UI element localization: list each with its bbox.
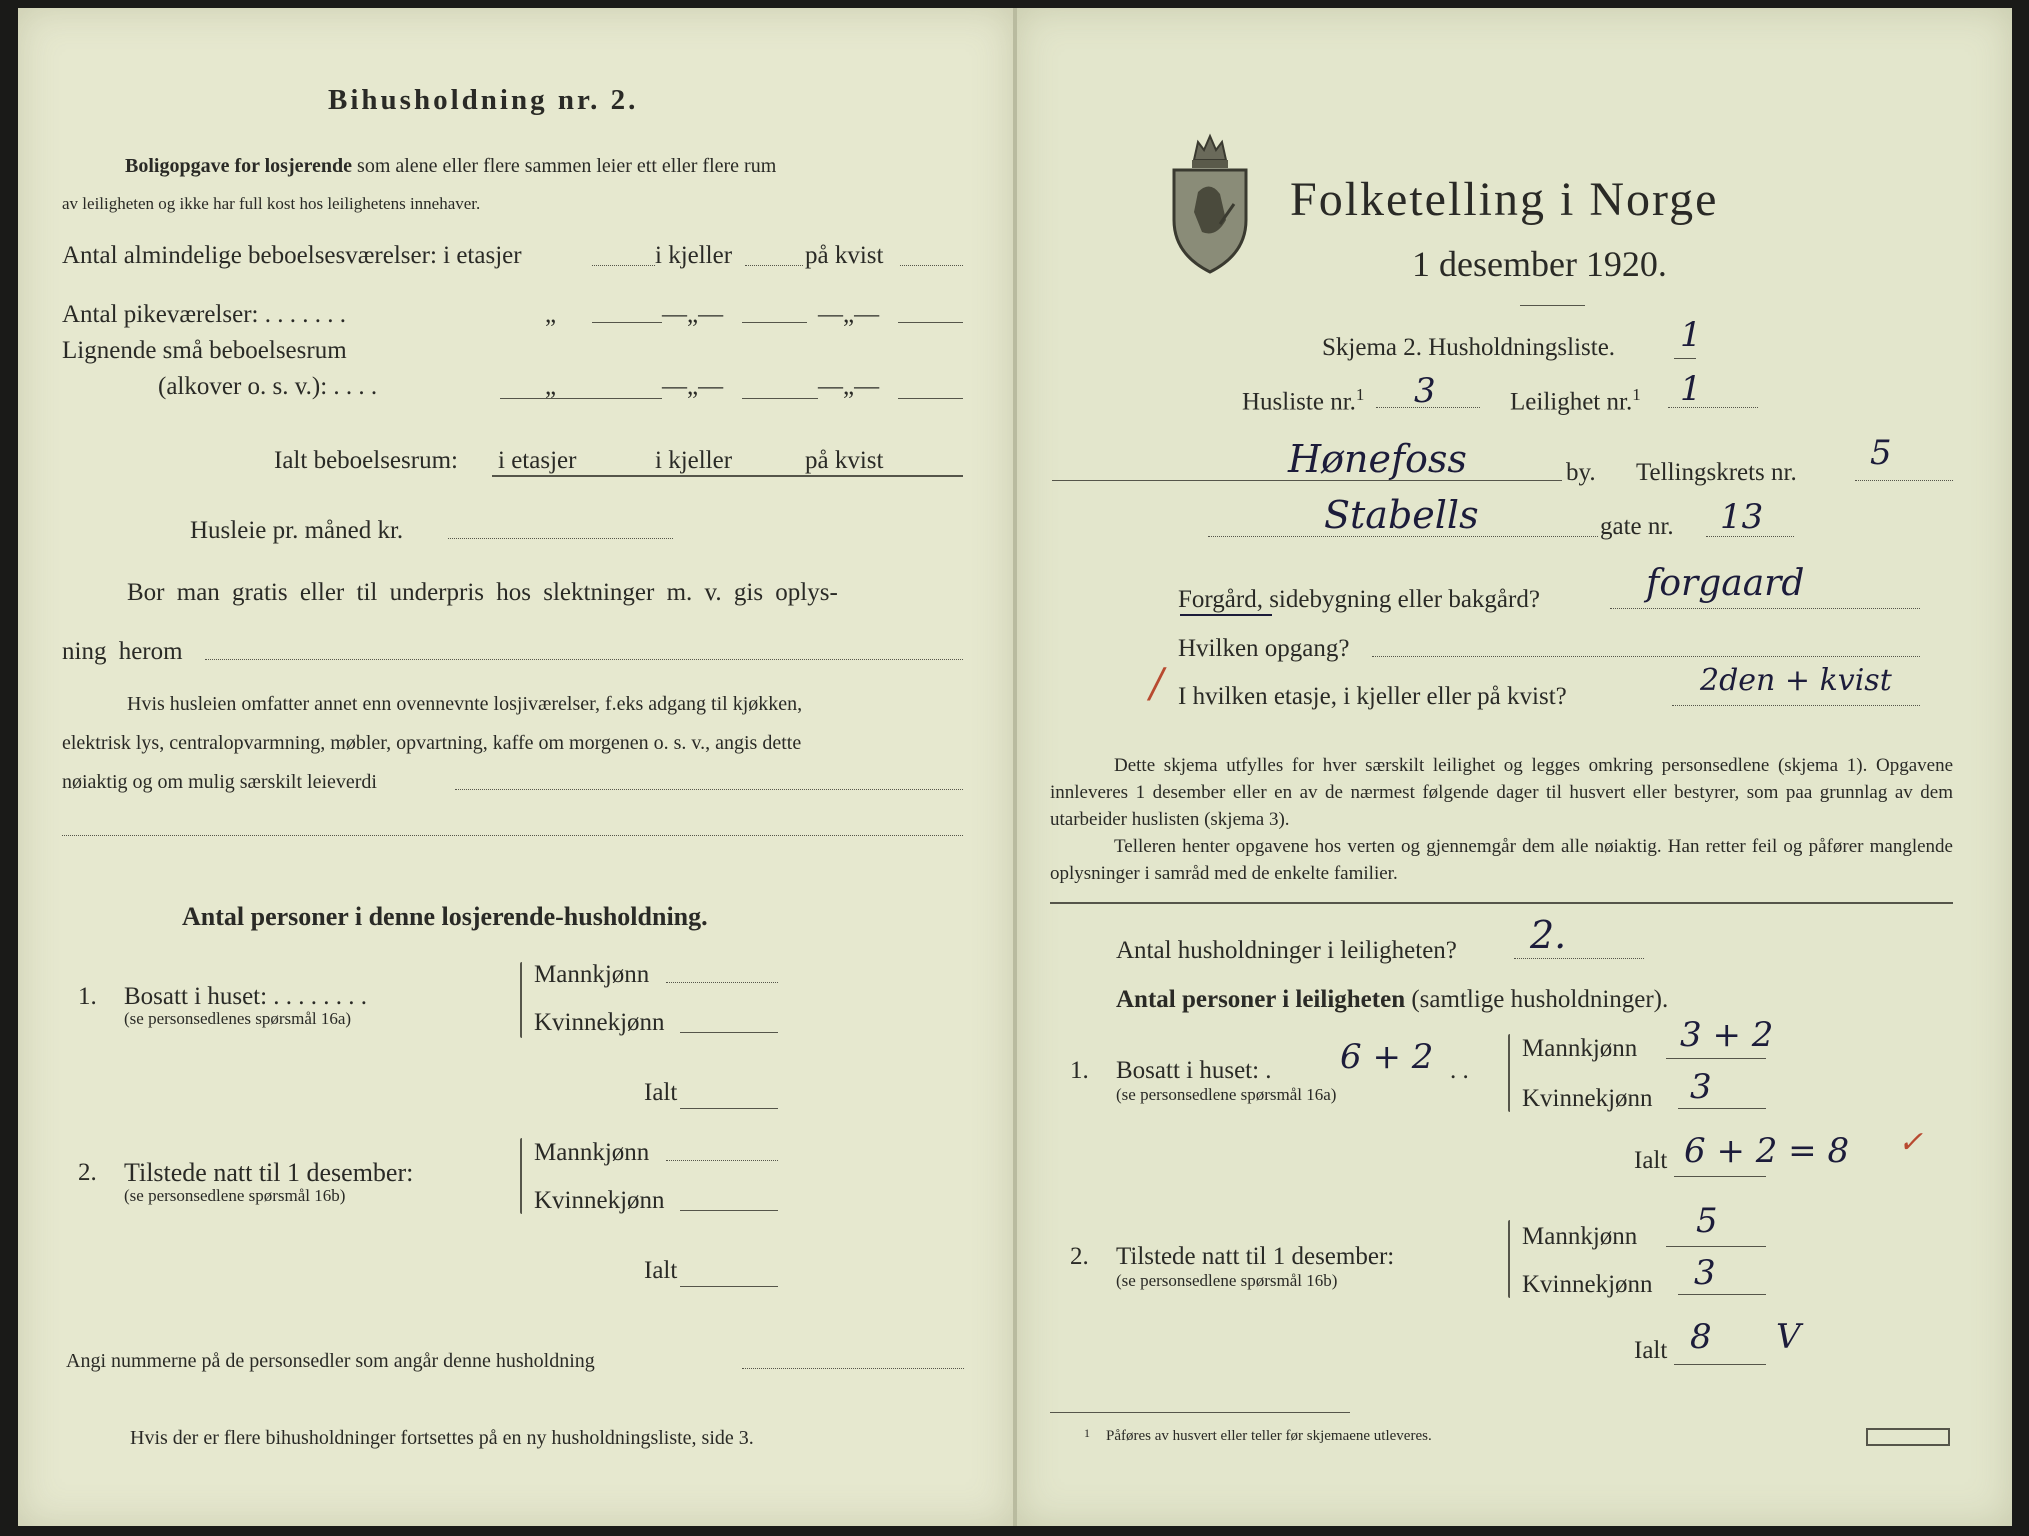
left-q2-kvinne-field[interactable]	[680, 1210, 778, 1211]
left-q2-kvinne-label: Kvinnekjønn	[534, 1187, 665, 1214]
alkover-label: (alkover o. s. v.): . . . .	[158, 373, 378, 400]
right-q1-brace	[1508, 1034, 1510, 1112]
gate-label: gate nr.	[1600, 513, 1674, 540]
left-q2-ialt-field[interactable]	[680, 1286, 778, 1287]
left-title: Bihusholdning nr. 2.	[328, 84, 639, 116]
right-q1-dots: . .	[1450, 1057, 1469, 1084]
right-q2-kvinne-value: 3	[1694, 1253, 1716, 1293]
pike-ditto: „	[545, 301, 557, 328]
instructions-p2: Telleren henter opgavene hos verten og gjennemgår dem alle nøiaktig. Han retter feil og påfører manglende oplysninger i samråd med de enkelte familier.	[1050, 836, 1953, 884]
rooms-kvist-label: på kvist	[805, 242, 884, 269]
leilighet-label: Leilighet nr.$^1$	[1510, 385, 1641, 416]
pike-field-1[interactable]	[592, 322, 662, 323]
pike-field-3[interactable]	[898, 322, 963, 323]
pike-ditto-3: —„—	[818, 301, 880, 328]
rooms-label: Antal almindelige beboelsesværelser: i etasjer	[62, 242, 522, 269]
right-persons-heading: Antal personer i leiligheten (samtlige husholdninger).	[1116, 986, 1669, 1013]
right-q1-ialt-label: Ialt	[1634, 1147, 1668, 1174]
right-q1-sub: (se personsedlene spørsmål 16a)	[1116, 1085, 1337, 1104]
left-q1-brace	[520, 962, 522, 1038]
right-q2-ialt-field[interactable]	[1674, 1364, 1766, 1365]
footnote: Påføres av husvert eller teller før skjemaene utleveres.	[1106, 1428, 1432, 1444]
gratis-field[interactable]	[205, 659, 963, 660]
forgard-underline	[1180, 614, 1272, 616]
leieverdi-field-2[interactable]	[62, 835, 963, 836]
krets-value: 5	[1870, 433, 1892, 473]
etasje-label: I hvilken etasje, i kjeller eller på kvist?	[1178, 683, 1567, 710]
left-q2-label: Tilstede natt til 1 desember:	[124, 1158, 414, 1187]
census-date: 1 desember 1920.	[1412, 244, 1667, 284]
intro-text: Boligopgave for losjerende som alene eller flere sammen leier ett eller flere rum	[125, 155, 777, 177]
husliste-value: 3	[1414, 371, 1436, 411]
gate-value: 13	[1720, 497, 1764, 537]
angi-field[interactable]	[742, 1368, 964, 1369]
instructions-rule	[1050, 902, 1953, 904]
krets-label: Tellingskrets nr.	[1636, 459, 1797, 486]
forgard-label: Forgård, sidebygning eller bakgård?	[1178, 586, 1540, 613]
angi-label: Angi nummerne på de personsedler som angår denne husholdning	[66, 1350, 595, 1372]
right-q1-value: 6 + 2	[1340, 1037, 1434, 1077]
right-q2-mann-label: Mannkjønn	[1522, 1223, 1638, 1250]
alkover-ditto: „	[545, 373, 557, 400]
husleie-text-3: nøiaktig og om mulig særskilt leieverdi	[62, 771, 377, 793]
right-q1-mann-field[interactable]	[1666, 1058, 1766, 1059]
coat-of-arms-icon	[1168, 128, 1252, 276]
gratis-text-2: ning herom	[62, 638, 183, 665]
right-q2-label: Tilstede natt til 1 desember:	[1116, 1243, 1395, 1270]
margin-mark: /	[1150, 661, 1164, 707]
left-q1-mann-label: Mannkjønn	[534, 961, 650, 988]
krets-field[interactable]	[1855, 480, 1953, 481]
alkover-field-2[interactable]	[742, 398, 818, 399]
ialt-kjeller-label: i kjeller	[655, 447, 733, 474]
hush-field[interactable]	[1514, 958, 1644, 959]
right-q2-kvinne-field[interactable]	[1678, 1294, 1766, 1295]
left-q1-mann-field[interactable]	[666, 982, 778, 983]
rooms-kjeller-label: i kjeller	[655, 242, 733, 269]
right-q1-label: Bosatt i huset: .	[1116, 1057, 1272, 1084]
forgard-value: forgaard	[1646, 563, 1805, 604]
right-q2-num: 2.	[1070, 1243, 1089, 1270]
right-q2-sub: (se personsedlene spørsmål 16b)	[1116, 1271, 1338, 1290]
right-q1-check: ✓	[1898, 1125, 1924, 1160]
alkover-field-0[interactable]	[500, 398, 592, 399]
right-q1-kvinne-label: Kvinnekjønn	[1522, 1085, 1653, 1112]
left-q2-ialt-label: Ialt	[644, 1257, 678, 1284]
left-q1-label: Bosatt i huset: . . . . . . . .	[124, 983, 368, 1010]
left-q1-num: 1.	[78, 983, 97, 1010]
footnote-rule	[1050, 1412, 1350, 1413]
ialt-kvist-label: på kvist	[805, 447, 884, 474]
husleie-text-1: Hvis husleien omfatter annet enn ovennevnte losjiværelser, f.eks adgang til kjøkken,	[127, 693, 803, 715]
left-q2-sub: (se personsedlene spørsmål 16b)	[124, 1186, 346, 1205]
opgang-label: Hvilken opgang?	[1178, 635, 1350, 662]
rooms-kvist-field[interactable]	[900, 265, 963, 266]
right-q1-mann-label: Mannkjønn	[1522, 1035, 1638, 1062]
skjema-value: 1	[1680, 315, 1702, 355]
by-label: by.	[1566, 459, 1596, 486]
instructions	[1050, 752, 1953, 887]
opgang-field[interactable]	[1372, 656, 1920, 657]
rent-field[interactable]	[448, 538, 673, 539]
left-persons-heading: Antal personer i denne losjerende-husholdning.	[182, 902, 708, 931]
alkover-ditto-2: —„—	[662, 373, 724, 400]
ialt-etasjer-label: i etasjer	[498, 447, 577, 474]
right-q2-mann-field[interactable]	[1666, 1246, 1766, 1247]
gratis-text: Bor man gratis eller til underpris hos slektninger m. v. gis oplys-	[127, 579, 838, 606]
leilighet-value: 1	[1680, 369, 1702, 409]
etasje-field[interactable]	[1672, 705, 1920, 706]
alkover-field-1[interactable]	[592, 398, 662, 399]
right-q1-kvinne-value: 3	[1690, 1067, 1712, 1107]
skjema-field[interactable]	[1674, 358, 1696, 359]
ialt-rooms-field[interactable]	[492, 475, 963, 477]
left-footer: Hvis der er flere bihusholdninger fortsettes på en ny husholdningsliste, side 3.	[130, 1427, 754, 1449]
right-q1-ialt-field[interactable]	[1674, 1176, 1766, 1177]
right-q1-kvinne-field[interactable]	[1678, 1108, 1766, 1109]
pike-ditto-2: —„—	[662, 301, 724, 328]
rent-label: Husleie pr. måned kr.	[190, 517, 404, 544]
leieverdi-field[interactable]	[455, 789, 963, 790]
left-q1-ialt-field[interactable]	[680, 1108, 778, 1109]
printer-stamp	[1866, 1428, 1950, 1446]
husliste-label: Husliste nr.$^1$	[1242, 385, 1365, 416]
pike-label: Antal pikeværelser: . . . . . . .	[62, 301, 346, 328]
right-q1-mann-value: 3 + 2	[1680, 1015, 1774, 1055]
small-rooms-label: Lignende små beboelsesrum	[62, 337, 347, 364]
city-value: Hønefoss	[1288, 437, 1467, 481]
right-title: Folketelling i Norge	[1290, 173, 1719, 226]
right-q1-ialt-value: 6 + 2 = 8	[1684, 1131, 1850, 1171]
left-q1-kvinne-label: Kvinnekjønn	[534, 1009, 665, 1036]
hush-value: 2.	[1530, 913, 1567, 957]
skjema-label: Skjema 2. Husholdningsliste.	[1322, 334, 1616, 361]
left-q2-mann-label: Mannkjønn	[534, 1139, 650, 1166]
right-q1-num: 1.	[1070, 1057, 1089, 1084]
husleie-text-2: elektrisk lys, centralopvarmning, møbler, opvartning, kaffe om morgenen o. s. v., angis dette	[62, 732, 802, 754]
left-page	[18, 8, 1013, 1526]
left-q1-sub: (se personsedlenes spørsmål 16a)	[124, 1009, 352, 1028]
pike-field-2[interactable]	[742, 322, 807, 323]
left-q2-mann-field[interactable]	[666, 1160, 778, 1161]
rooms-etasjer-field[interactable]	[592, 265, 655, 266]
title-rule	[1520, 305, 1585, 306]
instructions-p1: Dette skjema utfylles for hver særskilt leilighet og legges omkring personsedlene (skjema 1). Opgavene innleveres 1 desember eller en av de nærmest følgende dager til husvert eller bestyrer, som paa grunnlag av dem utarbeider huslisten (skjema 3).	[1050, 755, 1953, 830]
ialt-rooms-label: Ialt beboelsesrum:	[274, 447, 458, 474]
right-q2-ialt-label: Ialt	[1634, 1337, 1668, 1364]
left-q1-ialt-label: Ialt	[644, 1079, 678, 1106]
right-q2-kvinne-label: Kvinnekjønn	[1522, 1271, 1653, 1298]
left-q2-num: 2.	[78, 1159, 97, 1186]
left-q1-kvinne-field[interactable]	[680, 1032, 778, 1033]
left-q2-brace	[520, 1138, 522, 1214]
right-q2-brace	[1508, 1220, 1510, 1298]
right-q2-mann-value: 5	[1696, 1201, 1718, 1241]
alkover-ditto-3: —„—	[818, 373, 880, 400]
alkover-field-3[interactable]	[898, 398, 963, 399]
footnote-num: 1	[1084, 1426, 1090, 1440]
right-q2-ialt-value: 8	[1690, 1317, 1712, 1357]
right-q2-check: V	[1776, 1317, 1801, 1357]
intro-text-line2: av leiligheten og ikke har full kost hos leilighetens innehaver.	[62, 194, 481, 213]
hush-label: Antal husholdninger i leiligheten?	[1116, 937, 1457, 964]
rooms-kjeller-field[interactable]	[745, 265, 803, 266]
forgard-field[interactable]	[1610, 608, 1920, 609]
street-value: Stabells	[1324, 493, 1479, 537]
etasje-value: 2den + kvist	[1700, 663, 1892, 698]
